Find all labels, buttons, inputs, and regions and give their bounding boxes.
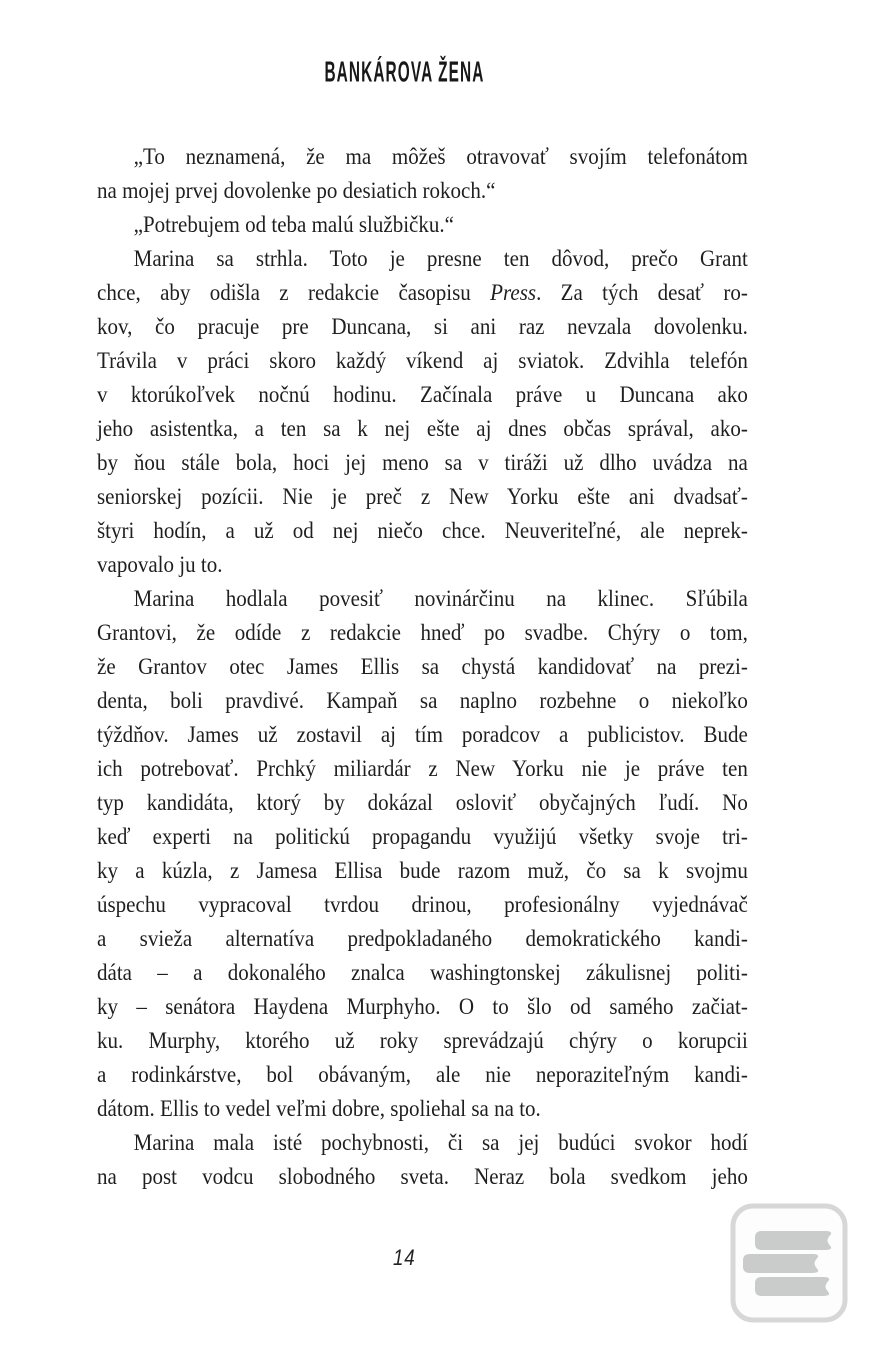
book-title-header: BANKÁROVA ŽENA (324, 55, 485, 88)
text-line: ky – senátora Haydena Murphyho. O to šlo od samého začiat- (97, 994, 748, 1020)
text-line: keď experti na politickú propagandu využijú všetky svoje tri- (97, 824, 748, 850)
text-line: dáta – a dokonalého znalca washingtonskej zákulisnej politi- (97, 960, 748, 986)
text-line: kov, čo pracuje pre Duncana, si ani raz nevzala dovolenku. (97, 314, 748, 340)
text-line: a svieža alternatíva predpokladaného demokratického kandi- (97, 926, 748, 952)
text-line: denta, boli pravdivé. Kampaň sa naplno rozbehne o niekoľko (97, 688, 748, 714)
text-line: vapovalo ju to. (97, 552, 223, 578)
text-line: „Potrebujem od teba malú službičku.“ (133, 212, 454, 238)
text-line: Marina hodlala povesiť novinárčinu na klinec. Sľúbila (133, 586, 748, 612)
text-line: na mojej prvej dovolenke po desiatich rokoch.“ (97, 178, 496, 204)
text-line: ich potrebovať. Prchký miliardár z New Yorku nie je práve ten (97, 756, 748, 782)
text-line: Marina mala isté pochybnosti, či sa jej budúci svokor hodí (133, 1130, 748, 1156)
text-line (97, 276, 748, 310)
text-line: v ktorúkoľvek nočnú hodinu. Začínala práve u Duncana ako (97, 382, 748, 408)
text-segment: . Za tých desať ro- (536, 280, 748, 306)
text-line: dátom. Ellis to vedel veľmi dobre, spoliehal sa na to. (97, 1096, 541, 1122)
text-segment: chce, aby odišla z redakcie časopisu (97, 280, 491, 306)
book-stack-icon (730, 1203, 848, 1323)
text-line: seniorskej pozícii. Nie je preč z New Yorku ešte ani dvadsať- (97, 484, 748, 510)
text-line: a rodinkárstve, bol obávaným, ale nie neporaziteľným kandi- (97, 1062, 748, 1088)
body-text (97, 140, 748, 1194)
page-number: 14 (393, 1245, 416, 1270)
text-line: typ kandidáta, ktorý by dokázal osloviť obyčajných ľudí. No (97, 790, 748, 816)
text-line: ky a kúzla, z Jamesa Ellisa bude razom muž, čo sa k svojmu (97, 858, 748, 884)
text-line: týždňov. James už zostavil aj tím poradcov a publicistov. Bude (97, 722, 748, 748)
text-line: by ňou stále bola, hoci jej meno sa v tiráži už dlho uvádza na (97, 450, 748, 476)
text-line: úspechu vypracoval tvrdou drinou, profesionálny vyjednávač (97, 892, 748, 918)
text-line: Grantovi, že odíde z redakcie hneď po svadbe. Chýry o tom, (97, 620, 748, 646)
text-line: „To neznamená, že ma môžeš otravovať svojím telefonátom (133, 144, 748, 170)
folio-container (0, 1245, 842, 1271)
running-head-container (0, 57, 842, 92)
text-line: jeho asistentka, a ten sa k nej ešte aj dnes občas správal, ako- (97, 416, 748, 442)
text-line: ku. Murphy, ktorého už roky sprevádzajú chýry o korupcii (97, 1028, 748, 1054)
text-line: Trávila v práci skoro každý víkend aj sviatok. Zdvihla telefón (97, 348, 748, 374)
italic-text: Press (490, 280, 537, 306)
book-stack-logo (730, 1203, 848, 1323)
text-line: že Grantov otec James Ellis sa chystá kandidovať na prezi- (97, 654, 748, 680)
text-line: Marina sa strhla. Toto je presne ten dôvod, prečo Grant (133, 246, 748, 272)
text-line: štyri hodín, a už od nej niečo chce. Neuveriteľné, ale neprek- (97, 518, 748, 544)
text-line: na post vodcu slobodného sveta. Neraz bola svedkom jeho (97, 1164, 748, 1190)
